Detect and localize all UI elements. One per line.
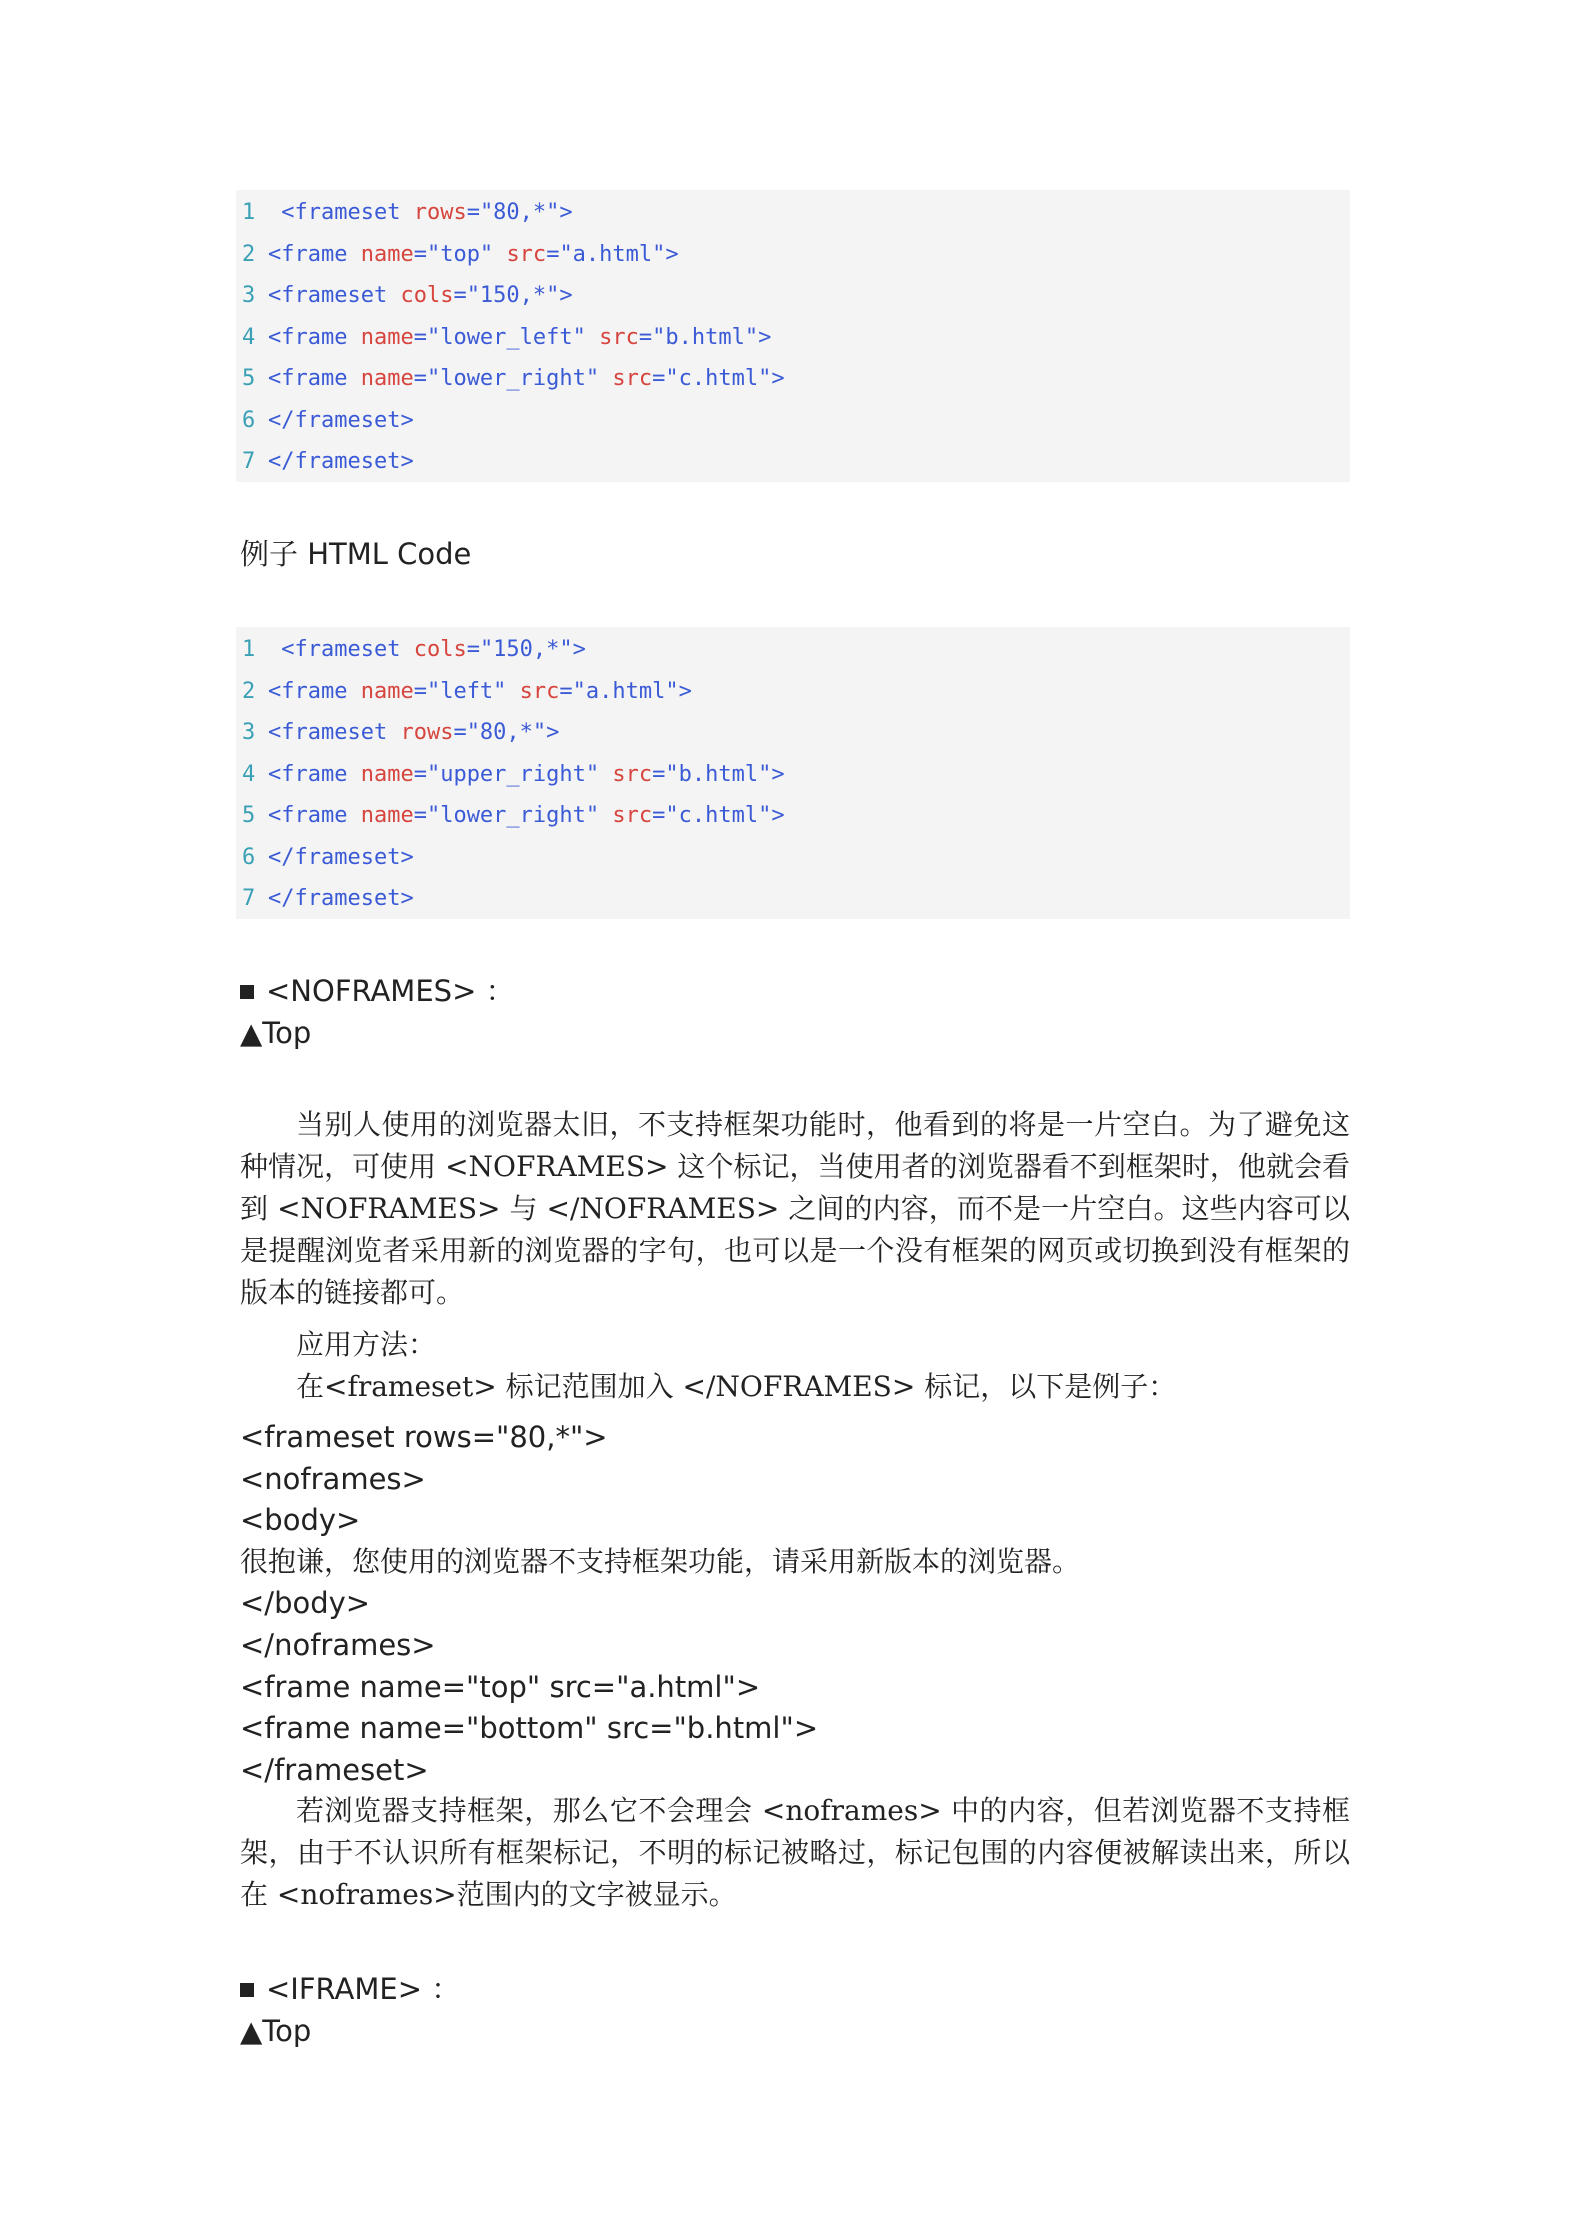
code-line [242, 358, 785, 400]
code-token: > [546, 720, 560, 745]
line-number: 2 [242, 241, 256, 267]
example-code-line: <body> [240, 1503, 361, 1538]
code-token: name [360, 761, 414, 787]
code-token: "c.html" [665, 803, 772, 828]
code-token: <frameset [268, 637, 414, 662]
code-token: "150,*" [479, 637, 573, 662]
code-token: = [413, 761, 427, 787]
code-token: <frame [268, 761, 361, 787]
code-token: "80,*" [479, 200, 560, 225]
code-token: = [453, 720, 467, 745]
code-token: src [612, 803, 653, 828]
line-number: 3 [242, 720, 256, 745]
usage-line: 在<frameset> 标记范围加入 </NOFRAMES> 标记，以下是例子： [296, 1370, 1177, 1403]
code-line [242, 837, 414, 879]
usage-label: 应用方法： [296, 1328, 437, 1361]
code-token: name [360, 324, 414, 350]
code-block-1 [236, 190, 1350, 482]
code-token: <frame [268, 241, 361, 267]
code-token: = [413, 803, 427, 828]
example-code-line: </frameset> [240, 1752, 429, 1787]
noframes-heading [240, 970, 515, 1012]
code-token: <frameset [268, 720, 401, 745]
line-number: 1 [242, 200, 256, 225]
support-paragraph: 若浏览器支持框架，那么它不会理会 <noframes> 中的内容，但若浏览器不支持框架，由于不认识所有框架标记，不明的标记被略过，标记包围的内容便被解读出来，所以在 <noframes>范围内的文字被显示。 [240, 1794, 1350, 1911]
line-number: 3 [242, 283, 256, 308]
line-number: 6 [242, 407, 256, 433]
code-line [242, 317, 771, 359]
code-token: = [652, 761, 666, 787]
code-token: <frameset [268, 283, 401, 308]
code-token: src [612, 761, 653, 787]
example-label: 例子 HTML Code [240, 537, 472, 571]
code-line [242, 275, 573, 317]
code-token: "150,*" [466, 283, 560, 308]
code-token: = [559, 678, 573, 704]
code-token: "c.html" [665, 366, 772, 391]
code-token: src [519, 678, 560, 704]
iframe-heading-text: <IFRAME> ： [266, 1972, 461, 2006]
code-token: "b.html" [665, 761, 772, 787]
code-line [242, 878, 414, 920]
code-token: src [599, 324, 639, 350]
code-line [242, 629, 586, 671]
code-token: rows [400, 720, 454, 745]
iframe-heading [240, 1968, 460, 2010]
code-token: = [652, 366, 666, 391]
line-number: 6 [242, 844, 256, 870]
example-code-line: <frameset rows="80,*"> [240, 1420, 608, 1454]
code-token: name [360, 366, 414, 391]
code-token: > [572, 637, 586, 662]
code-token: cols [413, 637, 467, 662]
code-token: <frame [268, 366, 361, 391]
code-token: > [665, 241, 679, 267]
line-number: 4 [242, 324, 256, 350]
code-token: <frameset [268, 200, 414, 225]
code-token: > [559, 283, 573, 308]
code-line [242, 441, 414, 483]
code-token: </frameset> [268, 449, 414, 474]
code-token: > [771, 366, 785, 391]
code-line [242, 795, 785, 837]
code-token: > [771, 761, 785, 787]
example-code-line: <frame name="bottom" src="b.html"> [240, 1711, 819, 1746]
code-token: </frameset> [268, 844, 414, 870]
code-token: > [678, 678, 692, 704]
code-token: = [413, 324, 427, 350]
code-token: = [466, 200, 480, 225]
example-code-line: 很抱谦，您使用的浏览器不支持框架功能，请采用新版本的浏览器。 [240, 1544, 1081, 1578]
code-token: "upper_right" [426, 761, 613, 787]
code-token: = [413, 678, 427, 704]
code-token: name [360, 241, 414, 267]
code-line [242, 234, 679, 276]
code-token: <frame [268, 803, 361, 828]
line-number: 1 [242, 637, 256, 662]
code-token: cols [400, 283, 454, 308]
example-code-line: </body> [240, 1586, 371, 1621]
example-code-line: </noframes> [240, 1628, 436, 1662]
line-number: 2 [242, 678, 256, 704]
code-token: rows [413, 200, 467, 225]
code-token: </frameset> [268, 886, 414, 911]
line-number: 7 [242, 886, 256, 911]
code-token: <frame [268, 678, 361, 704]
code-block-2 [236, 627, 1350, 919]
code-token: "left" [426, 678, 520, 704]
code-token: "a.html" [572, 678, 679, 704]
code-line [242, 192, 573, 234]
example-code-line: <frame name="top" src="a.html"> [240, 1669, 761, 1704]
code-token: > [559, 200, 573, 225]
code-token: "lower_right" [426, 803, 613, 828]
code-token: "80,*" [466, 720, 547, 745]
code-token: = [466, 637, 480, 662]
code-token: = [413, 241, 427, 267]
top-link[interactable]: ▲Top [240, 2014, 312, 2048]
code-token: "a.html" [559, 241, 666, 267]
noframes-paragraph: 当别人使用的浏览器太旧，不支持框架功能时，他看到的将是一片空白。为了避免这种情况，可使用 <NOFRAMES> 这个标记，当使用者的浏览器看不到框架时，他就会看到 <NOFRAMES> 与 </NOFRAMES> 之间的内容，而不是一片空白。这些内容可以是提醒浏览者采用新的浏览器的字句，也可以是一个没有框架的网页或切换到没有框架的版本的链接都可。 [240, 1108, 1350, 1309]
code-token: = [413, 366, 427, 391]
top-link[interactable]: ▲Top [240, 1016, 312, 1050]
example-code-line: <noframes> [240, 1461, 426, 1496]
code-token: = [652, 803, 666, 828]
code-token: </frameset> [268, 407, 414, 433]
code-token: name [360, 803, 414, 828]
code-token: = [638, 324, 653, 350]
code-token: "lower_right" [426, 366, 613, 391]
code-token: > [758, 324, 772, 350]
code-token: = [453, 283, 467, 308]
line-number: 7 [242, 449, 256, 474]
code-line [242, 400, 414, 442]
code-token: src [612, 366, 653, 391]
code-token: <frame [268, 324, 361, 350]
code-token: "top" [426, 241, 507, 267]
code-line [242, 671, 692, 713]
code-token: = [546, 241, 560, 267]
code-token: src [506, 241, 547, 267]
code-token: > [771, 803, 785, 828]
line-number: 5 [242, 803, 256, 828]
square-bullet-icon [240, 1983, 254, 1997]
noframes-heading-text: <NOFRAMES> ： [266, 974, 515, 1008]
line-number: 5 [242, 366, 256, 391]
code-line [242, 754, 785, 796]
code-token: "b.html" [652, 324, 759, 350]
code-token: "lower_left" [426, 324, 600, 350]
line-number: 4 [242, 761, 256, 787]
code-token: name [360, 678, 414, 704]
code-line [242, 712, 559, 754]
square-bullet-icon [240, 985, 254, 999]
